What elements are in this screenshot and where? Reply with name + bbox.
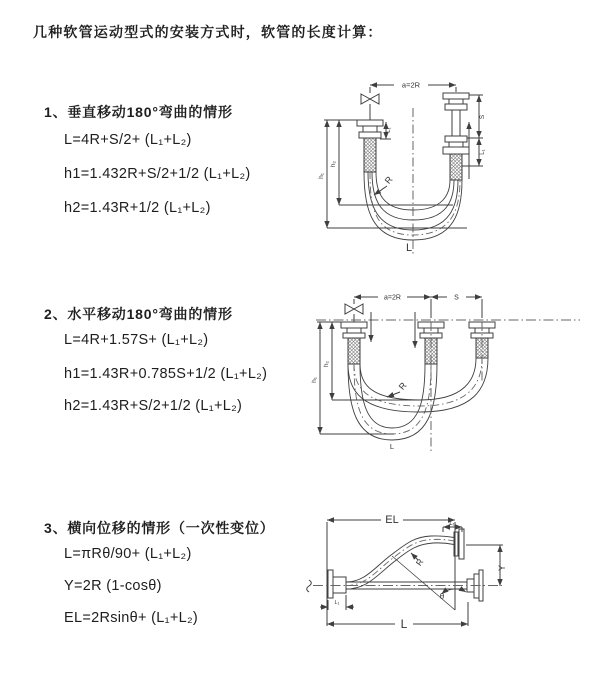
diagram-3-geometry (307, 520, 503, 626)
diagram-3-labels (335, 514, 507, 631)
diagram-2-svg (308, 282, 588, 472)
label-bend-radius: R (396, 380, 409, 392)
label-length: L (405, 242, 413, 254)
dim-label-s: S (479, 114, 486, 120)
section-3-formula-L: L=πRθ/90+ (L₁+L₂) (64, 546, 192, 562)
section-1-formula-h1: h1=1.432R+S/2+1/2 (L₁+L₂) (64, 166, 251, 182)
section-2-formula-h2: h2=1.43R+S/2+1/2 (L₁+L₂) (64, 398, 243, 414)
dim-label-y: Y (497, 564, 507, 572)
braided-hose-right (450, 154, 462, 180)
section-1-formula-h2: h2=1.43R+1/2 (L₁+L₂) (64, 200, 211, 216)
section-1-formula-L: L=4R+S/2+ (L₁+L₂) (64, 132, 192, 148)
label-angle-theta: θ (439, 592, 445, 601)
section-2-heading: 2、水平移动180°弯曲的情形 (44, 306, 233, 322)
section-1-heading: 1、垂直移动180°弯曲的情形 (44, 104, 233, 120)
dim-label-h2: h₂ (330, 160, 337, 168)
braided-hose-left (364, 138, 376, 172)
label-bend-radius: R (413, 556, 426, 568)
dim-label-l1-top: L₁ (449, 521, 455, 527)
dim-label-l1-right: L₁ (480, 149, 486, 155)
diagram-vertical-movement (310, 72, 590, 262)
diagram-2-geometry (316, 294, 580, 454)
left-flange (357, 120, 383, 138)
diagram-1-geometry (324, 85, 483, 256)
dim-label-h1: h₁ (318, 173, 325, 179)
dim-label-h2: h₂ (323, 360, 330, 368)
left-flange (341, 322, 367, 338)
section-2-formula-h1: h1=1.43R+0.785S+1/2 (L₁+L₂) (64, 366, 268, 382)
diagram-3-svg (295, 498, 595, 663)
dim-label-s: S (454, 294, 459, 302)
dim-label-l1-left: L₁ (386, 127, 392, 133)
label-bend-radius: R (382, 174, 395, 186)
right-flange-upper (443, 93, 469, 110)
label-length: L (400, 617, 408, 631)
dim-label-a2r: a=2R (401, 80, 421, 90)
diagram-horizontal-movement (308, 282, 588, 472)
dim-label-l1-left: L₁ (334, 600, 340, 606)
section-3-heading: 3、横向位移的情形（一次性变位） (44, 520, 275, 536)
braided-hose-left (348, 338, 360, 364)
page-title: 几种软管运动型式的安装方式时，软管的长度计算： (33, 24, 383, 40)
section-2-formula-L: L=4R+1.57S+ (L₁+L₂) (64, 332, 209, 348)
dim-label-el: EL (385, 514, 399, 526)
section-3-formula-EL: EL=2Rsinθ+ (L₁+L₂) (64, 610, 199, 626)
pipe-break-mark (307, 580, 312, 592)
dim-label-h1: h₁ (311, 377, 318, 383)
dim-label-a2r: a=2R (384, 294, 401, 302)
diagram-lateral-displacement (295, 498, 595, 663)
right-flange-lower (443, 136, 469, 154)
hose-u-curves-position-2 (348, 358, 488, 412)
flange-fixed-end (328, 570, 346, 598)
diagram-1-svg (310, 72, 590, 262)
label-length: L (389, 442, 395, 451)
valve-icon (345, 304, 363, 314)
valve-icon (361, 94, 379, 104)
section-3-formula-Y: Y=2R (1-cosθ) (64, 578, 162, 594)
